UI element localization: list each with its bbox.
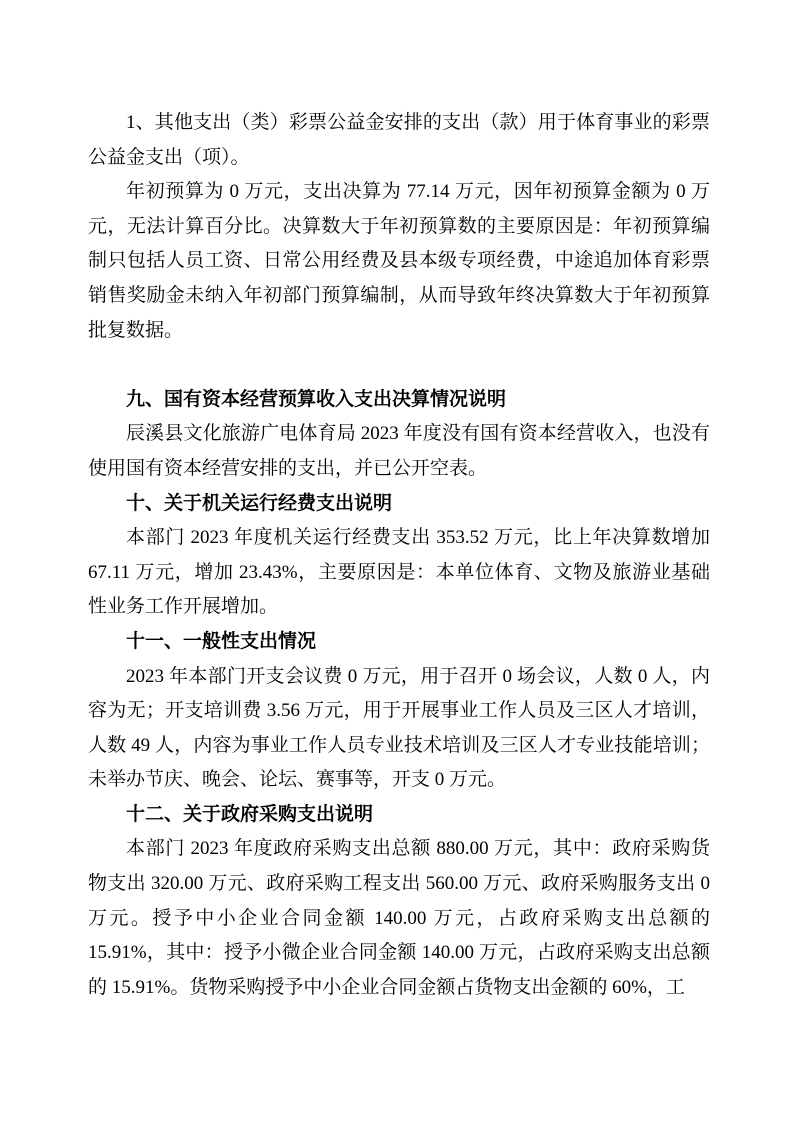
paragraph-state-capital-no-revenue: 辰溪县文化旅游广电体育局 2023 年度没有国有资本经营收入，也没有使用国有资本经营安排的支出，并已公开空表。 (88, 423, 710, 479)
paragraph-lottery-public-welfare-item: 1、其他支出（类）彩票公益金安排的支出（款）用于体育事业的彩票公益金支出（项）。 (88, 112, 710, 168)
section-heading-10-agency-operating-expenses: 十、关于机关运行经费支出说明 (126, 492, 393, 514)
section-heading-9-state-capital-budget: 九、国有资本经营预算收入支出决算情况说明 (126, 388, 507, 410)
paragraph-government-procurement-detail: 本部门 2023 年度政府采购支出总额 880.00 万元，其中：政府采购货物支出 320.00 万元、政府采购工程支出 560.00 万元、政府采购服务支出 0 万元。授予中小企业合同金额 140.00 万元，占政府采购支出总额的 15.91%，其中：授予小微企业合同金额 140.00 万元，占政府采购支出总额的 15.91%。货物采购授予中小企业合同金额占货物支出金额的 60%，工 (88, 838, 710, 998)
paragraph-general-expenditure-detail: 2023 年本部门开支会议费 0 万元，用于召开 0 场会议，人数 0 人，内容为无；开支培训费 3.56 万元，用于开展事业工作人员及三区人才培训，人数 49 人，内容为事业工作人员专业技术培训及三区人才专业技能培训；未举办节庆、晚会、论坛、赛事等，开支 0 万元。 (88, 665, 710, 791)
section-heading-12-government-procurement: 十二、关于政府采购支出说明 (126, 803, 374, 825)
blank-line (88, 348, 710, 383)
paragraph-budget-vs-final-accounts-explanation: 年初预算为 0 万元，支出决算为 77.14 万元，因年初预算金额为 0 万元，无法计算百分比。决算数大于年初预算数的主要原因是：年初预算编制只包括人员工资、日常公用经费及县本级专项经费，中途追加体育彩票销售奖励金未纳入年初部门预算编制，从而导致年终决算数大于年初预算批复数据。 (88, 181, 710, 341)
paragraph-agency-operating-expenses-detail: 本部门 2023 年度机关运行经费支出 353.52 万元，比上年决算数增加 67.11 万元，增加 23.43%，主要原因是：本单位体育、文物及旅游业基础性业务工作开展增加。 (88, 527, 710, 618)
section-heading-11-general-expenditure: 十一、一般性支出情况 (126, 630, 317, 652)
document-content (88, 106, 710, 1005)
